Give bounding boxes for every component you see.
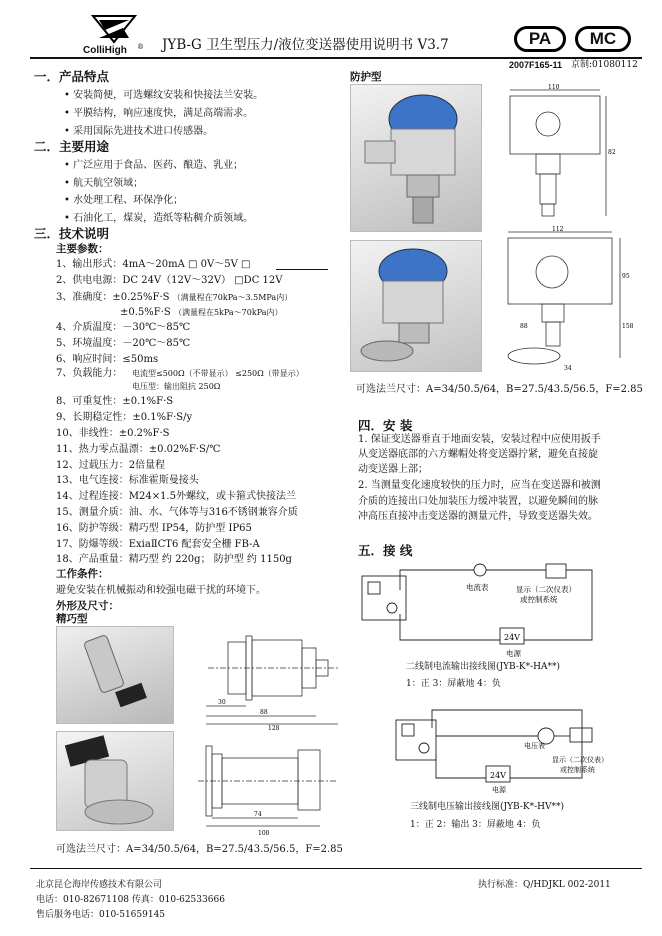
- compact-drawing-2: [188, 740, 348, 840]
- footer-standard: 执行标准：Q/HDJKL 002-2011: [478, 880, 611, 890]
- mc-label: MC: [589, 29, 617, 48]
- psu-label: 电源: [506, 649, 521, 658]
- param-3a: 3、准确度：±0.25%F·S （满量程在70kPa～3.5MPa内）: [56, 292, 293, 303]
- footer-service: 售后服务电话：010-51659145: [36, 910, 166, 920]
- dim-label: 158: [622, 323, 634, 330]
- install-text: 1. 保证变送器垂直于地面安装，安装过程中应使用扳手: [358, 434, 601, 445]
- brand-name: ColliHigh: [83, 45, 127, 56]
- param-11: 11、热力零点温漂：±0.02%F·S/℃: [56, 444, 221, 455]
- mc-cert-badge: [575, 26, 631, 52]
- display-label: 显示（二次仪表）: [552, 756, 608, 764]
- flange-note-left: 可选法兰尺寸：A=34/50.5/64，B=27.5/43.5/56.5，F=2.85: [56, 844, 343, 855]
- protect-photo-1: [350, 84, 482, 232]
- page-title: JYB-G 卫生型压力/液位变送器使用说明书 V3.7: [162, 37, 449, 53]
- footer-company: 北京昆仑海岸传感技术有限公司: [36, 880, 163, 890]
- section-usage-title: 二．主要用途: [34, 139, 110, 154]
- param-12: 12、过载压力：2倍量程: [56, 460, 166, 471]
- dim-label: 34: [564, 365, 572, 372]
- install-text: 冲高压直接冲击变送器的测量元件，导致变送器失效。: [358, 511, 598, 522]
- param-10: 10、非线性：±0.2%F·S: [56, 428, 170, 439]
- psu-voltage: 24V: [490, 771, 506, 780]
- pa-label: PA: [528, 29, 552, 48]
- param-7b: 电压型：输出阻抗 250Ω: [132, 382, 221, 391]
- install-text: 从变送器底部的六方螺帽处将变送器拧紧，避免直接旋: [358, 449, 598, 460]
- param-18: 18、产品重量：精巧型 约 220g； 防护型 约 1150g: [56, 554, 292, 565]
- section-install-title: 四．安 装: [358, 418, 413, 433]
- param-13: 13、电气连接：标准霍斯曼接头: [56, 475, 199, 486]
- wiring-caption-current: 二线制电流输出接线图(JYB-K*-HA**): [406, 662, 561, 672]
- wiring-pins-current: 1：正 3：屏蔽地 4：负: [406, 679, 501, 689]
- psu-label: 电源: [492, 786, 506, 794]
- registered-mark: ®: [137, 43, 144, 51]
- compact-photo-1: [56, 626, 174, 724]
- usage-item: • 水处理工程、环保净化；: [64, 195, 184, 206]
- param-6: 6、响应时间：≤50ms: [56, 354, 159, 365]
- ammeter-label: 电流表: [466, 583, 489, 592]
- feature-item: • 平膜结构，响应速度快，满足高端需求。: [64, 108, 254, 119]
- protect-type-label: 防护型: [350, 71, 382, 83]
- param-14: 14、过程连接：M24×1.5外螺纹，或卡箍式快接法兰: [56, 491, 296, 502]
- compact-drawing-1: [188, 632, 348, 732]
- psu-voltage: 24V: [504, 633, 520, 642]
- work-conditions-text: 避免安装在机械振动和较强电磁干扰的环境下。: [56, 585, 266, 596]
- pa-cert-badge: [514, 26, 566, 52]
- dim-label: 100: [258, 830, 270, 837]
- compact-photo-2: [56, 731, 174, 831]
- dim-label: 128: [268, 725, 280, 732]
- dim-label: 74: [254, 811, 262, 818]
- logo-icon: [91, 14, 137, 44]
- feature-item: • 安装简便，可选螺纹安装和快接法兰安装。: [64, 90, 264, 101]
- section-wiring-title: 五．接 线: [358, 543, 413, 558]
- footer-rule: [30, 868, 642, 869]
- dim-label: 82: [608, 149, 616, 156]
- dim-label: 88: [260, 709, 268, 716]
- protect-drawing-2: [500, 228, 632, 376]
- wiring-diagram-current: [356, 560, 606, 660]
- params-subtitle: 主要参数：: [56, 243, 109, 255]
- wiring-diagram-voltage: [356, 700, 606, 794]
- dim-label: 30: [218, 699, 226, 706]
- usage-item: • 广泛应用于食品、医药、酿造、乳业；: [64, 160, 244, 171]
- param-4: 4、介质温度：－30℃～85℃: [56, 322, 191, 333]
- param-15: 15、测量介质：油、水、气体等与316不锈钢兼容介质: [56, 507, 298, 518]
- param-3b: ±0.5%F·S （满量程在5kPa～70kPa内）: [120, 307, 283, 318]
- dim-label: 110: [548, 84, 560, 91]
- param-5: 5、环境温度：－20℃～85℃: [56, 338, 191, 349]
- flange-note-right: 可选法兰尺寸：A=34/50.5/64，B=27.5/43.5/56.5，F=2.85: [356, 384, 643, 395]
- install-text: 介质的连接出口处加装压力缓冲装置，以避免瞬间的脉: [358, 496, 598, 507]
- cert-number: 2007F165-11: [509, 60, 563, 70]
- usage-item: • 石油化工，煤炭，造纸等粘稠介质领域。: [64, 213, 254, 224]
- footer-phone: 电话：010-82671108 传真：010-62533666: [36, 895, 225, 905]
- install-text: 2. 当测量变化速度较快的压力时，应当在变送器和被测: [358, 480, 601, 491]
- dim-label: 95: [622, 273, 630, 280]
- usage-item: • 航天航空领域；: [64, 178, 144, 189]
- dim-label: 112: [552, 226, 564, 233]
- voltmeter-label: 电压表: [524, 742, 545, 750]
- wiring-caption-voltage: 三线制电压输出接线图(JYB-K*-HV**): [410, 802, 565, 812]
- param-7: 7、负载能力：: [56, 368, 123, 379]
- license-number: 京制:01080112: [571, 60, 638, 70]
- display-label-2: 或控制系统: [560, 766, 595, 774]
- param-17: 17、防爆等级：ExiaⅡCT6 配套安全栅 FB-A: [56, 539, 260, 550]
- param-1: 1、输出形式：4mA～20mA □ 0V～5V □: [56, 259, 251, 270]
- display-label-2: 或控制系统: [520, 595, 558, 604]
- param-2: 2、供电电源：DC 24V（12V～32V） □DC 12V: [56, 275, 283, 286]
- compact-type-label: 精巧型: [56, 613, 88, 625]
- param-9: 9、长期稳定性：±0.1%F·S/y: [56, 412, 193, 423]
- param-7a: 电流型≤500Ω（不带显示） ≤250Ω（带显示）: [132, 369, 304, 378]
- wiring-pins-voltage: 1：正 2：输出 3：屏蔽地 4：负: [410, 820, 541, 830]
- dim-label: 88: [520, 323, 528, 330]
- protect-photo-2: [350, 240, 482, 372]
- param-8: 8、可重复性：±0.1%F·S: [56, 396, 174, 407]
- section-features-title: 一．产品特点: [34, 69, 110, 84]
- param-16: 16、防护等级：精巧型 IP54，防护型 IP65: [56, 523, 252, 534]
- param-1-blank: [276, 269, 328, 270]
- feature-item: • 采用国际先进技术进口传感器。: [64, 126, 214, 137]
- dimensions-title: 外形及尺寸：: [56, 600, 119, 612]
- work-conditions-title: 工作条件：: [56, 568, 109, 580]
- display-label: 显示（二次仪表）: [516, 585, 576, 594]
- install-text: 动变送器上部；: [358, 464, 428, 475]
- protect-drawing-1: [496, 84, 616, 224]
- section-tech-title: 三．技术说明: [34, 226, 110, 241]
